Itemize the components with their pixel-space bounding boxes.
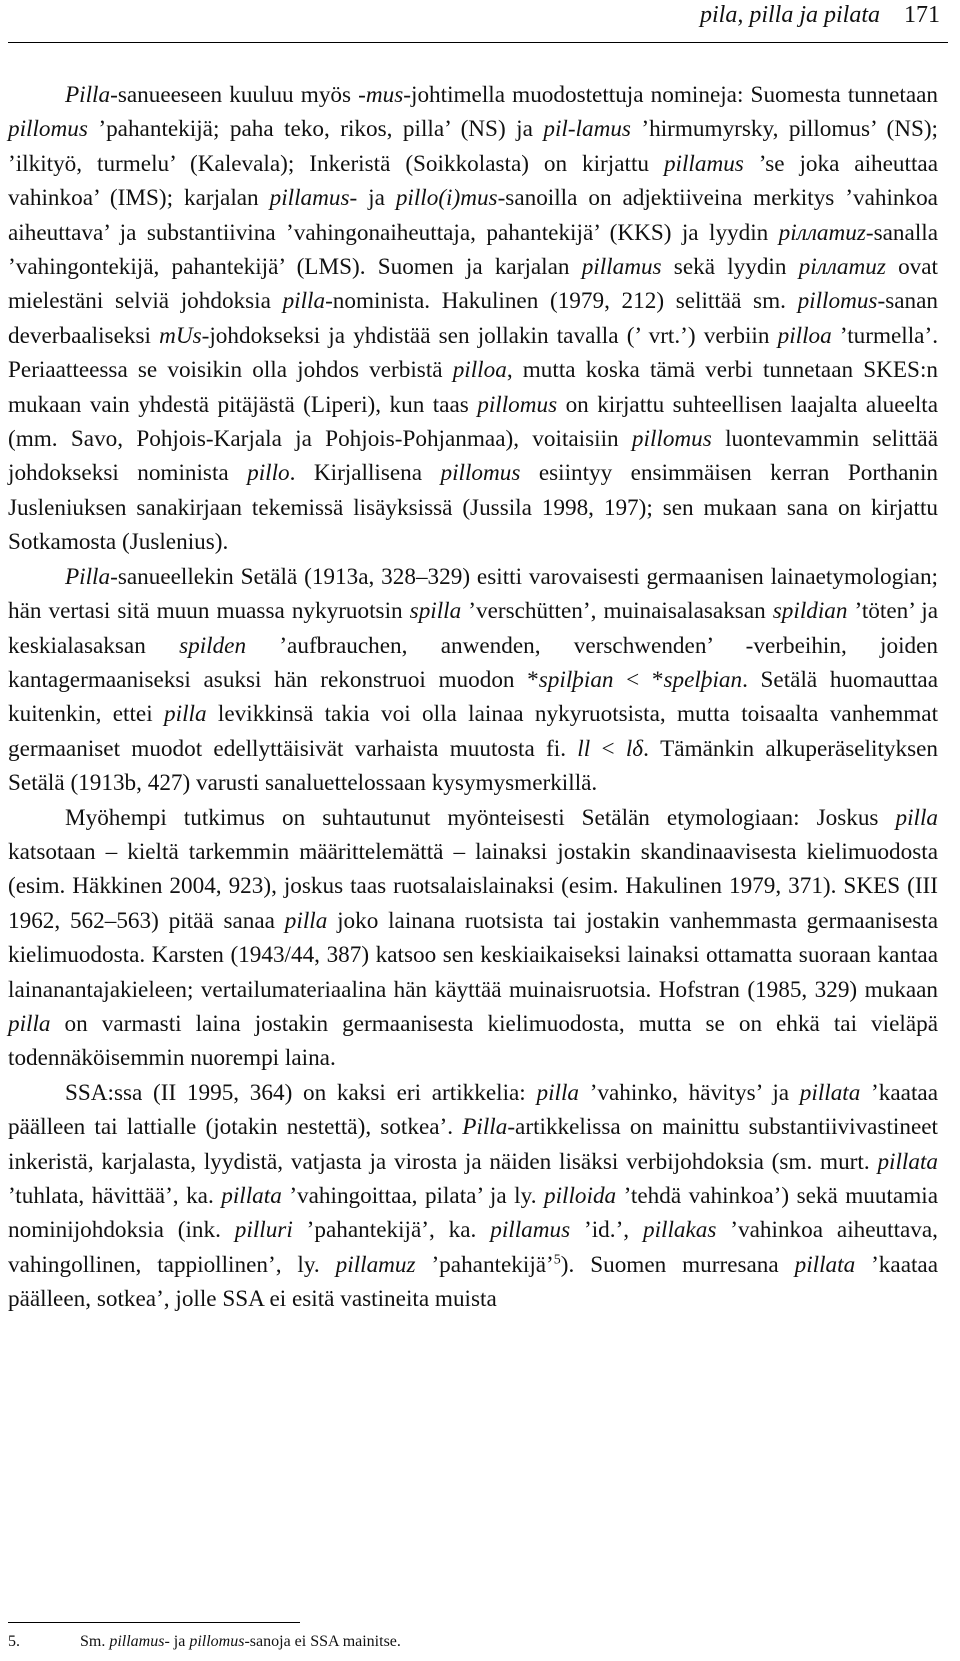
paragraph	[8, 560, 938, 801]
text-run: ’vahingoittaa, pilata’ ja ly.	[281, 1183, 544, 1209]
text-run: SSA:ssa (II 1995, 364) on kaksi eri artikkelia:	[65, 1079, 537, 1106]
text-run: ’pahantekijä; paha teko, rikos, pilla’ (NS) ja	[87, 116, 544, 143]
text-run: levikkinsä takia voi olla lainaa nykyruotsista, mutta toisaalta vanhemmat germaaniset muodot edellyttäisivät varhaista muutosta fi.	[8, 701, 939, 762]
italic-term: piллamuz	[798, 254, 886, 281]
italic-term: pilla	[536, 1079, 579, 1106]
text-run: ’vahinko, hävitys’ ja	[578, 1079, 800, 1106]
text-run: on varmasti laina jostakin germaanisesta kielimuodosta, mutta se on ehkä tai vieläpä todennäköisemmin nuorempi laina.	[8, 1010, 938, 1072]
footnote-rule	[8, 1622, 300, 1623]
text-run: - ja	[349, 185, 396, 212]
italic-term: pillakas	[642, 1217, 717, 1244]
text-run: ’tehdä vahinkoa’) sekä muutamia nominijohdoksia (ink.	[8, 1183, 938, 1244]
text-run: -sanoja ei SSA mainitse.	[244, 1633, 401, 1650]
italic-term: mus	[365, 82, 404, 108]
italic-term: pillata	[794, 1251, 856, 1278]
text-run: esiintyy ensimmäisen kerran Porthanin Jusleniuksen sanakirjaan tekemissä lisäyksissä (Jussila 1998, 197); sen mukaan sana on kirjattu Sotkamosta (Juslenius).	[8, 460, 938, 556]
italic-term: Pilla	[462, 1114, 508, 1141]
text-run: -sanoilla on adjektiiveina merkitys ’vahinkoa aiheuttava’ ja substantiivina ’vahingonaiheuttaja, pahantekijä’ (KKS) ja lyydin	[8, 185, 938, 246]
italic-term: pilluri	[234, 1217, 293, 1244]
italic-term: spilþian	[538, 666, 614, 693]
text-run: -sanalla ’vahingontekijä, pahantekijä’ (LMS). Suomen ja karjalan	[8, 219, 938, 281]
body-text	[8, 78, 938, 1317]
italic-term: spilla	[409, 598, 462, 625]
italic-term: pillomus	[440, 460, 521, 487]
italic-term: Pilla	[65, 82, 111, 108]
text-run: -johtimella muodostettuja nomineja: Suomesta tunnetaan	[403, 82, 938, 108]
italic-term: pillamus	[269, 185, 350, 212]
italic-term: spilden	[179, 632, 247, 659]
text-run: , mutta koska tämä verbi tunnetaan SKES:n mukaan vain yhdestä pitäjästä (Liperi), kun taas	[8, 357, 938, 418]
italic-term: mUs	[159, 322, 202, 349]
italic-term: pillomus	[189, 1633, 245, 1650]
text-run: -sanueeseen kuuluu myös -	[110, 82, 366, 108]
text-run: ’se joka aiheuttaa vahinkoa’ (IMS); karjalan	[8, 150, 938, 212]
italic-term: lδ	[625, 735, 644, 762]
italic-term: pillo	[247, 460, 290, 487]
text-run: -johdokseksi ja yhdistää sen jollakin tavalla (’ vrt.’) verbiin	[201, 322, 778, 349]
text-run: ovat mielestäni selviä johdoksia	[8, 254, 938, 315]
italic-term: pillomus	[797, 288, 878, 315]
text-run: . Tämänkin alkuperäselityksen Setälä (1913b, 427) varusti sanaluettelossaan kysymysmerkillä.	[8, 735, 938, 797]
italic-term: Pilla	[65, 563, 111, 590]
text-run: luontevammin selittää johdokseksi nominista	[8, 426, 938, 487]
paragraph	[8, 801, 938, 1076]
italic-term: pillomus	[631, 426, 712, 453]
italic-term: ll	[577, 735, 591, 762]
italic-term: pilloa	[777, 322, 832, 349]
text-run: ’hirmumyrsky, pillomus’ (NS); ’ilkityö, turmelu’ (Kalevala); Inkeristä (Soikkolasta) on kirjattu	[8, 116, 939, 177]
italic-term: pillamuz	[335, 1251, 416, 1278]
paragraph	[8, 78, 938, 560]
italic-term: pilla	[164, 701, 207, 728]
italic-term: pilla	[284, 907, 328, 934]
italic-term: pillo(i)mus	[395, 185, 498, 212]
text-run: ’pahantekijä’, ka.	[292, 1217, 491, 1244]
text-run: -sanueellekin Setälä (1913a, 328–329) esitti varovaisesti germaanisen lainaetymologian; hän vertasi sitä muun muassa nykyruotsin	[8, 563, 938, 625]
text-run: <	[590, 735, 626, 762]
text-run: Myöhempi tutkimus on suhtautunut myönteisesti Setälän etymologiaan: Joskus	[65, 804, 896, 831]
italic-term: pillata	[877, 1148, 938, 1175]
page-number: 171	[904, 2, 940, 28]
text-run: -artikkelissa on mainittu substantiivivastineet inkeristä, karjalasta, lyydistä, vatjasta ja virosta ja näiden lisäksi verbijohdoksia (sm. murt.	[8, 1114, 938, 1175]
text-run: ’id.’,	[570, 1217, 643, 1244]
italic-term: pilloa	[452, 357, 507, 384]
text-run: sekä lyydin	[661, 254, 799, 281]
text-run: . Kirjallisena	[289, 460, 441, 487]
text-run: ’turmella’. Periaatteessa se voisikin olla johdos verbistä	[8, 322, 938, 384]
text-run: ’verschütten’, muinaisalasaksan	[461, 598, 773, 625]
italic-term: pilla	[8, 1010, 51, 1037]
text-run: katsotaan – kieltä tarkemmin määrittelemättä – lainaksi jostakin skandinaavisesta kielimuodosta (esim. Häkkinen 2004, 923), joskus taas ruotsalaislainaksi (esim. Hakulinen 1979, 371). SKES (III 1962, 562–563) pitää sanaa	[8, 838, 938, 934]
running-title: pila, pilla ja pilata	[699, 2, 880, 28]
text-run: < *	[613, 666, 664, 693]
italic-term: pillata	[221, 1183, 282, 1209]
text-run: ’aufbrauchen, anwenden, verschwenden’ -verbeihin, joiden kantagermaaniseksi asuksi hän rekonstruoi muodon *	[8, 632, 938, 693]
text-run: ). Suomen murresana	[560, 1251, 795, 1278]
text-run: ’vahinkoa aiheuttava, vahingollinen, tappiollinen’, ly.	[8, 1217, 938, 1278]
italic-term: pillamus	[663, 150, 744, 177]
italic-term: pilla	[895, 804, 938, 831]
text-run: ’töten’ ja keskialasaksan	[8, 598, 939, 659]
italic-term: pil-lamus	[543, 116, 631, 143]
text-run: . Setälä huomauttaa kuitenkin, ettei	[8, 666, 939, 728]
text-run: ’pahantekijä’	[415, 1251, 554, 1278]
header-rule	[8, 42, 948, 43]
italic-term: piллamuz	[778, 219, 866, 246]
italic-term: spildian	[772, 598, 848, 625]
page-header	[8, 0, 948, 44]
text-run: ’kaataa päälleen, sotkea’, jolle SSA ei esitä vastineita muista	[8, 1251, 939, 1313]
italic-term: pilla	[282, 288, 326, 315]
paragraph	[8, 1076, 938, 1317]
footnote-text	[80, 1633, 401, 1650]
italic-term: pillamus	[109, 1633, 165, 1650]
text-run: on kirjattu suhteellisen laajalta alueelta (mm. Savo, Pohjois-Karjala ja Pohjois-Pohjanmaa), voitaisiin	[8, 391, 939, 453]
italic-term: spelþian	[663, 666, 743, 693]
italic-term: pillamus	[490, 1217, 571, 1244]
footnote-number: 5.	[8, 1633, 20, 1650]
italic-term: pillomus	[477, 391, 558, 418]
footnote	[8, 1633, 401, 1651]
text-run: joko lainana ruotsista tai jostakin vanhemmasta germaanisesta kielimuodosta. Karsten (1943/44, 387) katsoo sen keskiaikaiseksi lainaksi ottamatta suoraan kantaa lainanantajakieleen; vertailumateriaalina hän käyttää muinaisruotsia. Hofstran (1985, 329) mukaan	[8, 907, 939, 1003]
text-run: ’tuhlata, hävittää’, ka.	[8, 1183, 222, 1209]
text-run: ’kaataa päälleen tai lattialle (jotakin nestettä), sotkea’.	[8, 1079, 938, 1141]
text-run: - ja	[164, 1633, 190, 1650]
text-run: Sm.	[80, 1633, 110, 1650]
text-run: -sanan deverbaaliseksi	[8, 288, 938, 349]
text-run: -nominista. Hakulinen (1979, 212) selittää sm.	[325, 288, 798, 315]
footnote-marker: 5	[553, 1252, 561, 1268]
italic-term: pilloida	[543, 1183, 617, 1209]
italic-term: pillomus	[8, 116, 88, 143]
italic-term: pillamus	[581, 254, 662, 281]
italic-term: pillata	[799, 1079, 861, 1106]
